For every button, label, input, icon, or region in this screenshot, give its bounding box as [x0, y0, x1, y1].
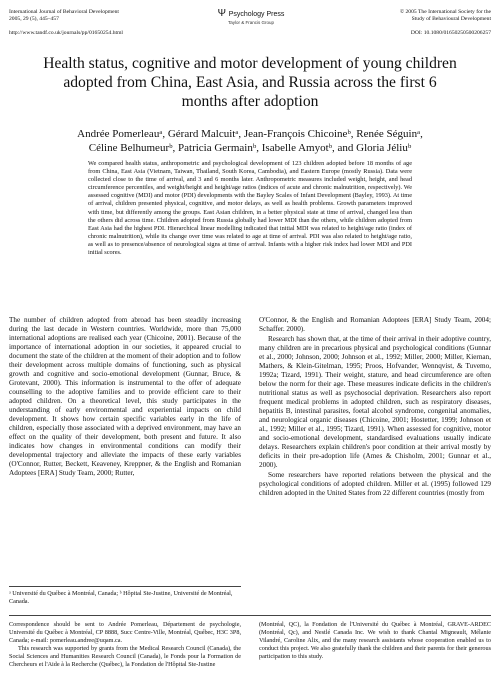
authors-line-1: Andrée Pomerleauᵃ, Gérard Malcuitᵃ, Jean-François Chicoineᵇ, Renée Séguinᵃ,: [77, 128, 423, 140]
psi-icon: Ψ: [217, 8, 226, 19]
journal-volume: 2005, 29 (5), 445–457: [9, 16, 59, 22]
body-paragraph: Some researchers have reported relations between the physical and the psychological conditions of adopted children. Miller et al. (1995) followed 129 children adopted in the United States from 22 different countries (mostly from: [259, 471, 491, 497]
authors-line-2: Céline Belhumeurᵇ, Patricia Germainᵇ, Isabelle Amyotᵇ, and Gloria Jéliuᵇ: [88, 141, 412, 154]
body-paragraph: Research has shown that, at the time of their arrival in their adoptive country, many children are in precarious physical and psychological conditions (Gunnar et al., 2000; Johnson, 2000; Johnson et al., 1992; Miller, 2000; Miller, Kiernan, Mathers, & Klein-Gitelman, 1995; Proos, Hofvander, Wennqvist, & Tuvemo, 1992a; Tizard, 1991). Their weight, stature, and head circumference are often below the norm for their age. These measures indicate deficits in the children's nutritional status as well as psychosocial deprivation. Researchers also report frequent medical problems in adopted children, such as respiratory diseases, hepatitis B, intestinal parasites, foetal alcohol syndrome, congenital anomalies, and neurological organic diseases (Chicoine, 2001; Hostetter, 1999; Johnson et al., 1992; Miller et al., 1995; Tizard, 1991). When assessed for cognitive, motor and socio-emotional development, standardised evaluations usually indicate delays. Researchers explain children's poor condition at their arrival mostly by deficits in their pre-adoption life (Ames & Chisholm, 2001; Gunnar et al., 2000).: [259, 335, 491, 469]
publisher-name: Psychology Press: [228, 11, 285, 18]
body-column-right: [259, 316, 491, 499]
journal-header: [9, 9, 179, 23]
copyright-line-2: Study of Behavioural Development: [411, 16, 491, 22]
copyright-header: [341, 9, 491, 23]
correspondence-footnote: [9, 621, 241, 670]
copyright-line-1: © 2005 The International Society for the: [399, 9, 491, 15]
body-paragraph: The number of children adopted from abroad has been steadily increasing during the last decade in Western countries. Worldwide, more than 75,000 international adoptions are realised each year (Chicoine, 2001). Because of the importance of international adoption in our societies, it appeared crucial to document the state of the children at the moment of their adoption and to follow their development across multiple domains of functioning, such as physical growth and cognitive and socio-emotional development (Gunnar, Bruce, & Grotevant, 2000). This information is instrumental to the offer of adequate counselling to the adoptive families and to provide efficient care to their adopted children. On a theoretical level, this study participates in the understanding of early environmental and experiential impacts on child development. It shows how certain specific variables early in the life of children, especially those associated with a deprived environment, may have an effect on the quality of their development, both present and future. It also indicates how changes in environmental conditions can modify their developmental trajectory and alleviate the impacts of these early variables (O'Connor, Rutter, Beckett, Keaveney, Kreppner, & the English and Romanian Adoptees [ERA] Study Team, 2000; Rutter,: [9, 316, 241, 477]
funding: This research was supported by grants from the Medical Research Council (Canada), the Social Sciences and Humanities Research Council (Canada), le Fonds pour la Formation de Chercheurs et l'Aide à la Recherche (Québec), la Fondation de l'Hôpital Ste-Justine: [9, 645, 241, 669]
doi: DOI: 10.1080/01650250500206257: [410, 30, 491, 36]
footnote-divider: [9, 615, 491, 616]
body-paragraph: O'Connor, & the English and Romanian Adoptees [ERA] Study Team, 2004; Schaffer. 2000).: [259, 316, 491, 333]
author-list: [40, 128, 460, 155]
body-column-left: [9, 316, 241, 479]
paper-title: Health status, cognitive and motor development of young children adopted from China, East Asia, and Russia across the first 6 months after adoption: [43, 55, 457, 110]
journal-url[interactable]: http://www.tandf.co.uk/journals/pp/01650254.html: [9, 30, 123, 36]
journal-name: International Journal of Behavioral Development: [9, 9, 119, 15]
acknowledgment-footnote: [259, 621, 491, 661]
correspondence: Correspondence should be sent to Andrée Pomerleau, Département de psychologie, Université du Québec à Montréal, CP 8888, Succ Centre-Ville, Montréal, Québec, H3C 3P8, Canada; e-mail: pomerleau.andree@uqam.ca.: [9, 621, 241, 645]
publisher-logo: [205, 9, 297, 25]
affiliations-footnote: ᵃ Université du Québec à Montréal, Canada; ᵇ Hôpital Ste-Justine, Université de Montréal, Canada.: [9, 586, 241, 605]
publisher-subtitle: Taylor & Francis Group: [227, 20, 274, 25]
abstract: We compared health status, anthropometric and psychological development of 123 children adopted before 18 months of age from China, East Asia (Vietnam, Taiwan, Thailand, South Korea, Cambodia), and Eastern Europe (mostly Russia). Data were collected close to the time of arrival, and 3 and 6 months later. Anthropometric measures included weight, height, and head circumference percentiles, and weight/height and height/age ratios (indices of acute and chronic malnutrition, respectively). We assessed cognitive (MDI) and motor (PDI) developments with the Bayley Scales of Infant Development (Bayley, 1993). At time of arrival, children presented physical, cognitive, and motor delays, as well as health problems. Growth parameters improved with time, but differently among the groups. East Asian children, in a better physical state at time of arrival, changed less than the others did across time. Children adopted from Russia globally had lower MDI than the others, while children adopted from East Asia had the highest PDI. Hierarchical linear modelling indicated that initial MDI was related to height/age ratio (index of chronic malnutrition), while its change over time was related to age at time of arrival. PDI was also related to height/age ratio, as well as to presence/absence of neurological signs at time of arrival. Infants with a higher risk index had lower MDI and PDI initial scores.: [88, 160, 412, 257]
acknowledgment: (Montréal, QC), la Fondation de l'Université du Québec à Montréal, GRAVE-ARDEC (Montréal, Qc), and Nestlé Canada Inc. We wish to thank Chantal Migneault, Mélanie Vilandré, Caroline Alix, and the many research assistants whose cooperation enabled us to conduct this project. We also gratefully thank the children and their parents for their generous participation to this study.: [259, 621, 491, 661]
